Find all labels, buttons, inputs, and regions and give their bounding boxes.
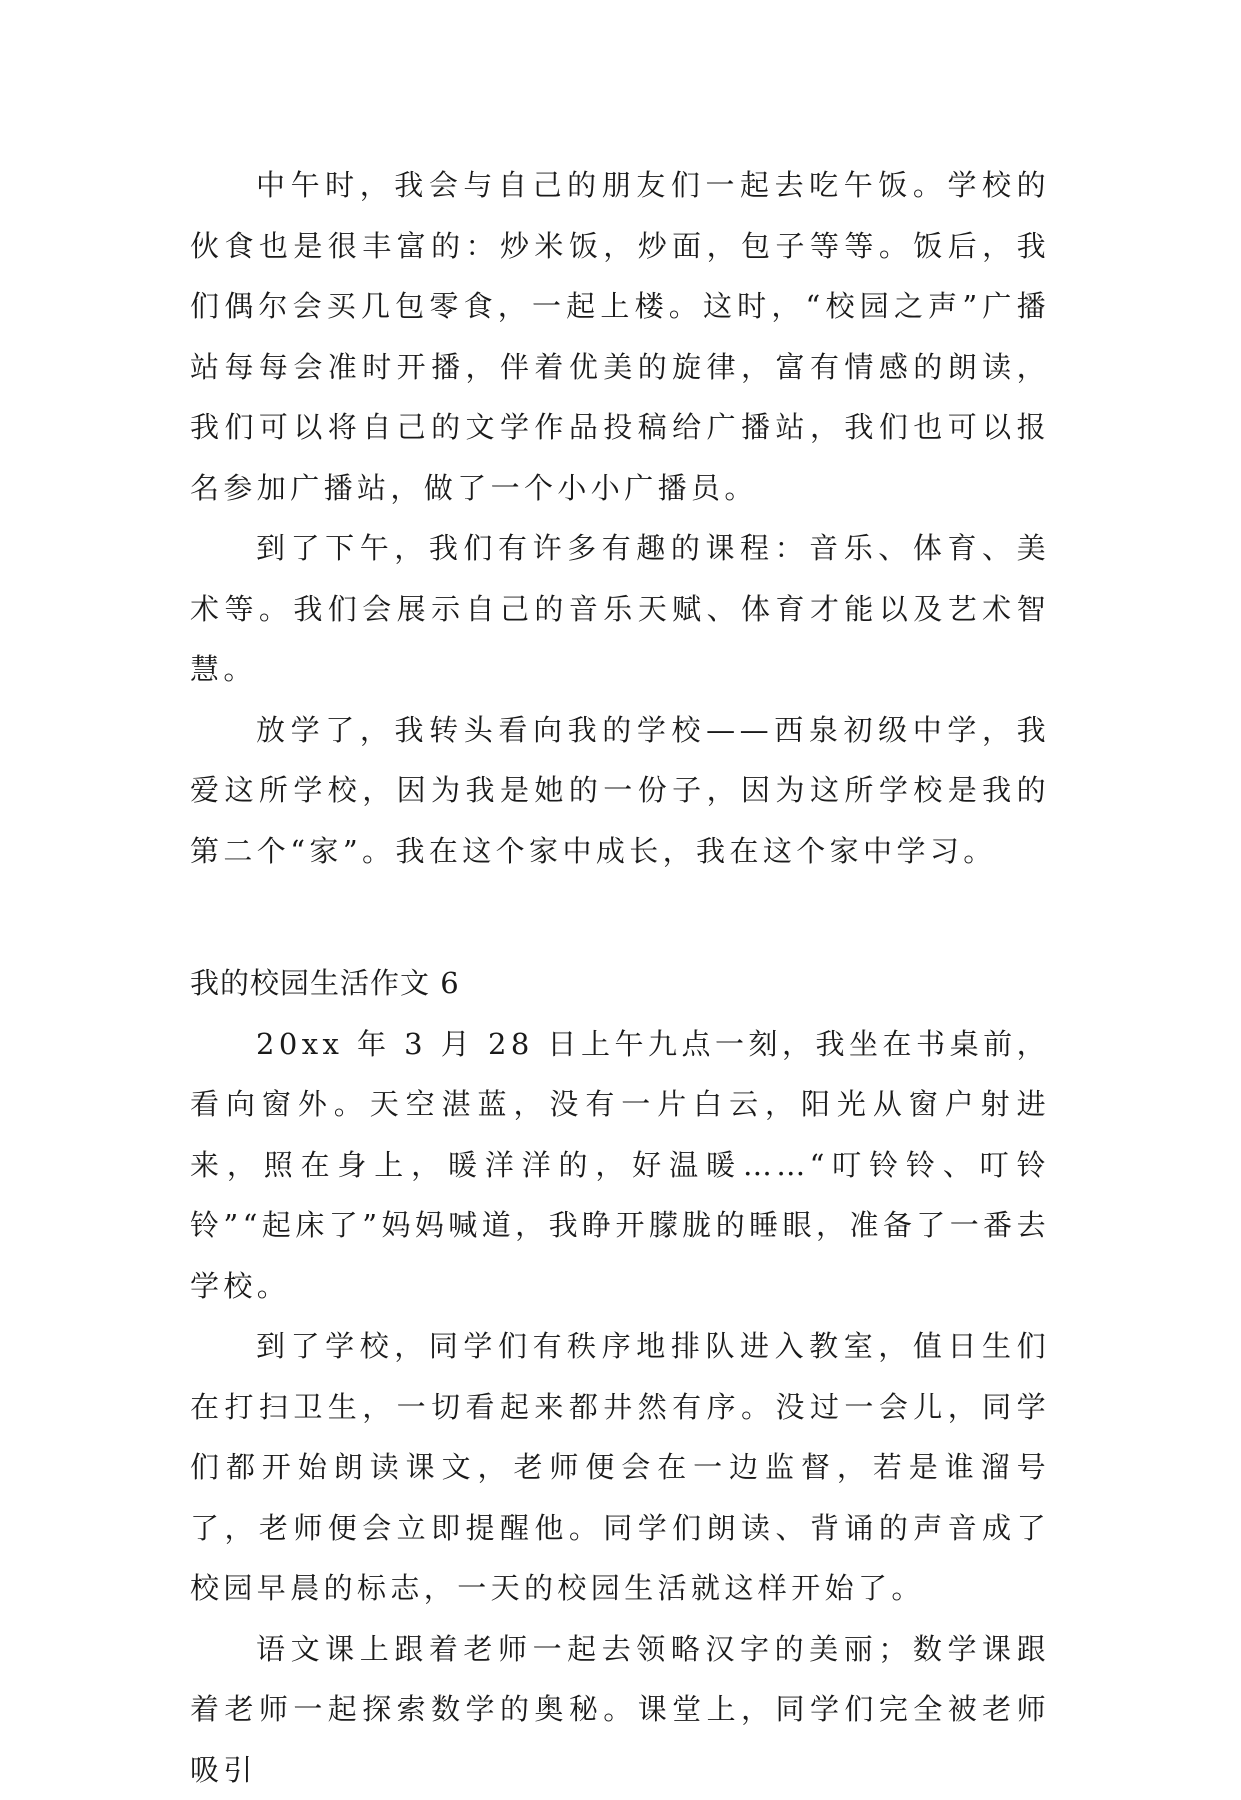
- document-body: [190, 155, 1050, 1800]
- paragraph-afternoon: 到了下午，我们有许多有趣的课程：音乐、体育、美术等。我们会展示自己的音乐天赋、体育才能以及艺术智慧。: [190, 518, 1050, 700]
- paragraph-arrive-school: 到了学校，同学们有秩序地排队进入教室，值日生们在打扫卫生，一切看起来都井然有序。没过一会儿，同学们都开始朗读课文，老师便会在一边监督，若是谁溜号了，老师便会立即提醒他。同学们朗读、背诵的声音成了校园早晨的标志，一天的校园生活就这样开始了。: [190, 1316, 1050, 1619]
- paragraph-lunch: 中午时，我会与自己的朋友们一起去吃午饭。学校的伙食也是很丰富的：炒米饭，炒面，包子等等。饭后，我们偶尔会买几包零食，一起上楼。这时，“校园之声”广播站每每会准时开播，伴着优美的旋律，富有情感的朗读，我们可以将自己的文学作品投稿给广播站，我们也可以报名参加广播站，做了一个小小广播员。: [190, 155, 1050, 518]
- paragraph-morning: 20xx 年 3 月 28 日上午九点一刻，我坐在书桌前，看向窗外。天空湛蓝，没有一片白云，阳光从窗户射进来，照在身上，暖洋洋的，好温暖……“叮铃铃、叮铃铃”“起床了”妈妈喊道，我睁开朦胧的睡眼，准备了一番去学校。: [190, 1014, 1050, 1317]
- section-spacer: [190, 881, 1050, 953]
- paragraph-classes: 语文课上跟着老师一起去领略汉字的美丽；数学课跟着老师一起探索数学的奥秘。课堂上，同学们完全被老师吸引: [190, 1619, 1050, 1800]
- paragraph-after-school: 放学了，我转头看向我的学校——西泉初级中学，我爱这所学校，因为我是她的一份子，因为这所学校是我的第二个“家”。我在这个家中成长，我在这个家中学习。: [190, 700, 1050, 882]
- section-heading: 我的校园生活作文 6: [190, 953, 1050, 1014]
